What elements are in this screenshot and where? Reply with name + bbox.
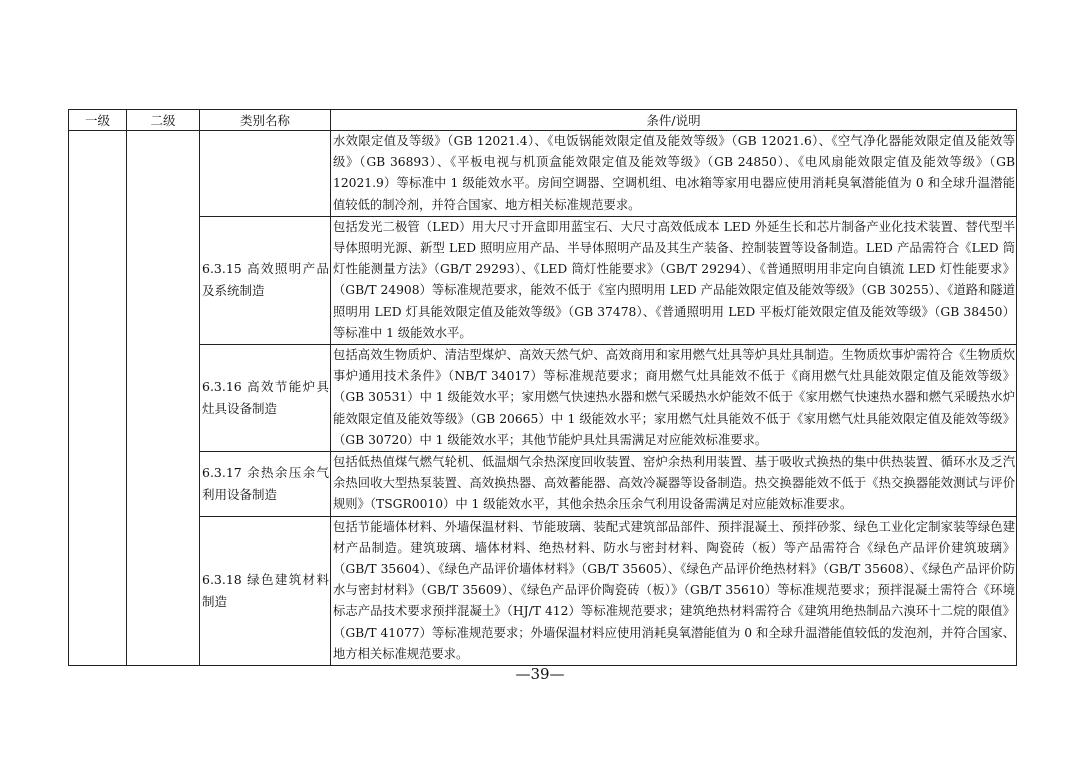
header-level-2: 二级 bbox=[127, 110, 200, 131]
page-number: —39— bbox=[515, 665, 565, 683]
header-level-1: 一级 bbox=[69, 110, 127, 131]
table-row bbox=[69, 216, 1017, 344]
category-cell bbox=[200, 131, 331, 217]
header-conditions: 条件/说明 bbox=[331, 110, 1017, 131]
category-cell: 6.3.15 高效照明产品及系统制造 bbox=[200, 216, 331, 344]
condition-cell: 水效限定值及等级》（GB 12021.4）、《电饭锅能效限定值及能效等级》（GB 12021.6）、《空气净化器能效限定值及能效等级》（GB 36893）、《平板电视与机顶盒能效限定值及能效等级》（GB 24850）、《电风扇能效限定值及能效等级》（GB 12021.9）等标准中 1 级能效水平。房间空调器、空调机组、电冰箱等家用电器应使用消耗臭氧潜能值为 0 和全球升温潜能值较低的制冷剂，并符合国家、地方相关标准规范要求。 bbox=[331, 131, 1017, 217]
table-row bbox=[69, 131, 1017, 217]
condition-cell: 包括高效生物质炉、清洁型煤炉、高效天然气炉、高效商用和家用燃气灶具等炉具灶具制造。生物质炊事炉需符合《生物质炊事炉通用技术条件》（NB/T 34017）等标准规范要求；商用燃气灶具能效不低于《商用燃气灶具能效限定值及能效等级》（GB 30531）中 1 级能效水平；家用燃气快速热水器和燃气采暖热水炉能效不低于《家用燃气快速热水器和燃气采暖热水炉能效限定值及能效等级》（GB 20665）中 1 级能效水平；家用燃气灶具能效不低于《家用燃气灶具能效限定值及能效等级》（GB 30720）中 1 级能效水平；其他节能炉具灶具需满足对应能效标准要求。 bbox=[331, 345, 1017, 452]
header-category-name: 类别名称 bbox=[200, 110, 331, 131]
category-cell: 6.3.17 余热余压余气利用设备制造 bbox=[200, 452, 331, 517]
category-cell: 6.3.18 绿色建筑材料制造 bbox=[200, 516, 331, 665]
condition-cell: 包括发光二极管（LED）用大尺寸开盒即用蓝宝石、大尺寸高效低成本 LED 外延生长和芯片制备产业化技术装置、替代型半导体照明光源、新型 LED 照明应用产品、半导体照明产品及其生产装备、控制装置等设备制造。LED 产品需符合《LED 筒灯性能测量方法》（GB/T 29293）、《LED 筒灯性能要求》（GB/T 29294）、《普通照明用非定向自镇流 LED 灯性能要求》（GB/T 24908）等标准规范要求，能效不低于《室内照明用 LED 产品能效限定值及能效等级》（GB 30255）、《道路和隧道照明用 LED 灯具能效限定值及能效等级》（GB 37478）、《普通照明用 LED 平板灯能效限定值及能效等级》（GB 38450）等标准中 1 级能效水平。 bbox=[331, 216, 1017, 344]
level-1-cell bbox=[69, 131, 127, 666]
condition-cell: 包括低热值煤气燃气轮机、低温烟气余热深度回收装置、窑炉余热利用装置、基于吸收式换热的集中供热装置、循环水及乏汽余热回收大型热泵装置、高效换热器、高效蓄能器、高效冷凝器等设备制造。热交换器能效不低于《热交换器能效测试与评价规则》（TSGR0010）中 1 级能效水平，其他余热余压余气利用设备需满足对应能效标准要求。 bbox=[331, 452, 1017, 517]
table-row bbox=[69, 516, 1017, 665]
level-2-cell bbox=[127, 131, 200, 666]
table-row bbox=[69, 452, 1017, 517]
category-cell: 6.3.16 高效节能炉具灶具设备制造 bbox=[200, 345, 331, 452]
table-header-row bbox=[69, 110, 1017, 131]
standards-table bbox=[68, 109, 1017, 666]
condition-cell: 包括节能墙体材料、外墙保温材料、节能玻璃、装配式建筑部品部件、预拌混凝土、预拌砂浆、绿色工业化定制家装等绿色建材产品制造。建筑玻璃、墙体材料、绝热材料、防水与密封材料、陶瓷砖（板）等产品需符合《绿色产品评价建筑玻璃》（GB/T 35604）、《绿色产品评价墙体材料》（GB/T 35605）、《绿色产品评价绝热材料》（GB/T 35608）、《绿色产品评价防水与密封材料》（GB/T 35609）、《绿色产品评价陶瓷砖（板）》（GB/T 35610）等标准规范要求；预拌混凝土需符合《环境标志产品技术要求预拌混凝土》（HJ/T 412）等标准规范要求；建筑绝热材料需符合《建筑用绝热制品六溴环十二烷的限值》（GB/T 41077）等标准规范要求；外墙保温材料应使用消耗臭氧潜能值为 0 和全球升温潜能值较低的发泡剂，并符合国家、地方相关标准规范要求。 bbox=[331, 516, 1017, 665]
table-row bbox=[69, 345, 1017, 452]
